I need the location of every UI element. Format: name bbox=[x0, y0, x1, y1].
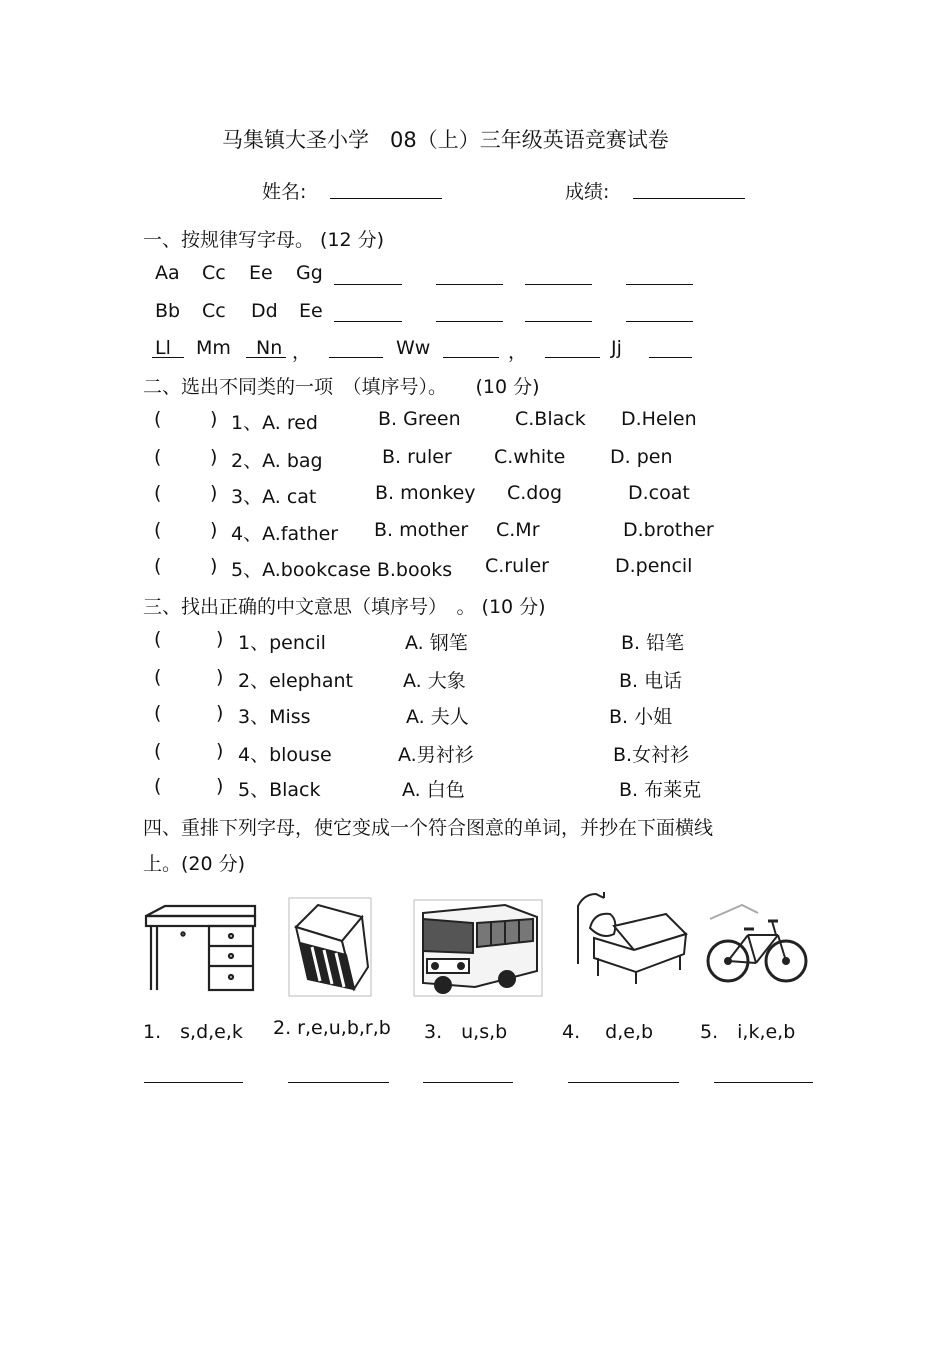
s3-q2-a: A. 大象 bbox=[403, 670, 466, 692]
s2-q1-d: D.Helen bbox=[621, 408, 697, 430]
s3-q1-paren-close: ) bbox=[216, 628, 224, 650]
s2-q1-paren-close: ) bbox=[210, 408, 218, 430]
s2-q4-d: D.brother bbox=[623, 519, 714, 541]
s3-q3-paren-close: ) bbox=[216, 702, 224, 724]
s1-r3-ll-underline bbox=[152, 357, 184, 358]
name-label: 姓名: bbox=[262, 181, 307, 203]
s1-r3-nn-underline bbox=[246, 357, 286, 358]
s1-r1-blank-4[interactable] bbox=[626, 284, 693, 285]
s1-r3-jj: Jj bbox=[611, 337, 622, 359]
s3-q1-paren-open: ( bbox=[154, 628, 162, 650]
s4-answer-blank-4[interactable] bbox=[568, 1082, 679, 1083]
bus-picture bbox=[413, 899, 543, 997]
section4-heading-cont: 上。(20 分) bbox=[143, 853, 246, 875]
rubber-picture bbox=[288, 897, 372, 997]
s1-r2-blank-1[interactable] bbox=[334, 321, 402, 322]
s1-r2-letter-2: Cc bbox=[202, 300, 226, 322]
s2-q3-text: 3、A. cat bbox=[231, 486, 317, 508]
s4-answer-blank-2[interactable] bbox=[288, 1082, 389, 1083]
s1-r1-blank-3[interactable] bbox=[525, 284, 592, 285]
desk-picture bbox=[143, 902, 259, 994]
name-blank[interactable] bbox=[330, 198, 442, 199]
s1-r3-nn: Nn bbox=[256, 337, 283, 359]
s1-r3-comma-2: ， bbox=[508, 341, 528, 363]
s4-item-5: 5. i,k,e,b bbox=[700, 1021, 796, 1043]
s1-r3-comma-1: ， bbox=[292, 341, 312, 363]
s2-q4-paren-close: ) bbox=[210, 519, 218, 541]
s3-q5-paren-open: ( bbox=[154, 775, 162, 797]
section3-heading: 三、找出正确的中文意思（填序号） 。 (10 分) bbox=[143, 596, 546, 618]
s2-q2-d: D. pen bbox=[610, 446, 673, 468]
s3-q4-word: 4、blouse bbox=[238, 744, 332, 766]
s2-q3-c: C.dog bbox=[507, 482, 563, 504]
s3-q5-word: 5、Black bbox=[238, 779, 321, 801]
bike-picture bbox=[702, 899, 812, 991]
s3-q3-b: B. 小姐 bbox=[609, 706, 673, 728]
s2-q4-paren-open: ( bbox=[154, 519, 162, 541]
s3-q4-paren-close: ) bbox=[216, 740, 224, 762]
s1-r3-blank-1[interactable] bbox=[329, 357, 383, 358]
section2-heading: 二、选出不同类的一项 （填序号）。 (10 分) bbox=[143, 376, 540, 398]
section4-heading: 四、重排下列字母，使它变成一个符合图意的单词，并抄在下面横线 bbox=[143, 817, 714, 839]
s1-r3-ll: Ll bbox=[155, 337, 171, 359]
s1-r2-letter-3: Dd bbox=[251, 300, 278, 322]
s3-q4-paren-open: ( bbox=[154, 740, 162, 762]
s2-q1-text: 1、A. red bbox=[231, 412, 318, 434]
s2-q3-b: B. monkey bbox=[375, 482, 476, 504]
s2-q5-c: C.ruler bbox=[485, 555, 549, 577]
s4-item-4: 4. d,e,b bbox=[562, 1021, 654, 1043]
s4-item-1: 1. s,d,e,k bbox=[143, 1021, 243, 1043]
s4-item-3: 3. u,s,b bbox=[424, 1021, 508, 1043]
page-title: 马集镇大圣小学 08（上）三年级英语竞赛试卷 bbox=[222, 128, 669, 152]
s3-q5-paren-close: ) bbox=[216, 775, 224, 797]
s2-q2-paren-close: ) bbox=[210, 446, 218, 468]
s2-q2-text: 2、A. bag bbox=[231, 450, 323, 472]
s2-q5-d: D.pencil bbox=[615, 555, 693, 577]
s1-r1-letter-2: Cc bbox=[202, 262, 226, 284]
s1-r3-blank-2[interactable] bbox=[443, 357, 499, 358]
s3-q5-a: A. 白色 bbox=[402, 779, 465, 801]
s1-r3-blank-4[interactable] bbox=[649, 357, 692, 358]
s1-r2-letter-1: Bb bbox=[155, 300, 181, 322]
s2-q1-c: C.Black bbox=[515, 408, 586, 430]
s1-r1-letter-1: Aa bbox=[155, 262, 180, 284]
s1-r2-blank-3[interactable] bbox=[525, 321, 592, 322]
s3-q5-b: B. 布莱克 bbox=[619, 779, 702, 801]
s1-r3-ww: Ww bbox=[396, 337, 431, 359]
s2-q3-paren-close: ) bbox=[210, 482, 218, 504]
s3-q3-paren-open: ( bbox=[154, 702, 162, 724]
s3-q4-a: A.男衬衫 bbox=[398, 744, 474, 766]
s1-r3-mm: Mm bbox=[196, 337, 231, 359]
s1-r1-blank-2[interactable] bbox=[436, 284, 503, 285]
s1-r1-letter-3: Ee bbox=[249, 262, 273, 284]
s4-answer-blank-3[interactable] bbox=[423, 1082, 513, 1083]
s2-q3-d: D.coat bbox=[628, 482, 690, 504]
s4-answer-blank-1[interactable] bbox=[144, 1082, 243, 1083]
s2-q4-b: B. mother bbox=[374, 519, 469, 541]
s2-q3-paren-open: ( bbox=[154, 482, 162, 504]
s2-q5-text: 5、A.bookcase B.books bbox=[231, 559, 453, 581]
s1-r1-letter-4: Gg bbox=[296, 262, 323, 284]
s1-r1-blank-1[interactable] bbox=[334, 284, 402, 285]
s1-r2-blank-2[interactable] bbox=[436, 321, 503, 322]
s3-q4-b: B.女衬衫 bbox=[613, 744, 690, 766]
s2-q5-paren-open: ( bbox=[154, 555, 162, 577]
s3-q3-word: 3、Miss bbox=[238, 706, 311, 728]
s3-q1-a: A. 钢笔 bbox=[405, 632, 468, 654]
s2-q2-paren-open: ( bbox=[154, 446, 162, 468]
s3-q2-paren-open: ( bbox=[154, 666, 162, 688]
s3-q3-a: A. 夫人 bbox=[406, 706, 469, 728]
bed-picture bbox=[574, 884, 690, 998]
s2-q4-c: C.Mr bbox=[496, 519, 540, 541]
s2-q1-paren-open: ( bbox=[154, 408, 162, 430]
s2-q2-c: C.white bbox=[494, 446, 566, 468]
s3-q2-paren-close: ) bbox=[216, 666, 224, 688]
s2-q1-b: B. Green bbox=[378, 408, 461, 430]
s3-q1-b: B. 铅笔 bbox=[621, 632, 685, 654]
s3-q1-word: 1、pencil bbox=[238, 632, 326, 654]
score-label: 成绩: bbox=[565, 181, 610, 203]
s3-q2-b: B. 电话 bbox=[619, 670, 683, 692]
s1-r2-letter-4: Ee bbox=[299, 300, 323, 322]
s3-q2-word: 2、elephant bbox=[238, 670, 353, 692]
score-blank[interactable] bbox=[633, 198, 745, 199]
s2-q5-paren-close: ) bbox=[210, 555, 218, 577]
s4-answer-blank-5[interactable] bbox=[714, 1082, 813, 1083]
section1-heading: 一、按规律写字母。 (12 分) bbox=[143, 229, 385, 251]
s1-r2-blank-4[interactable] bbox=[626, 321, 693, 322]
s2-q2-b: B. ruler bbox=[382, 446, 452, 468]
s4-item-2: 2. r,e,u,b,r,b bbox=[273, 1017, 391, 1039]
s2-q4-text: 4、A.father bbox=[231, 523, 339, 545]
s1-r3-blank-3[interactable] bbox=[545, 357, 600, 358]
